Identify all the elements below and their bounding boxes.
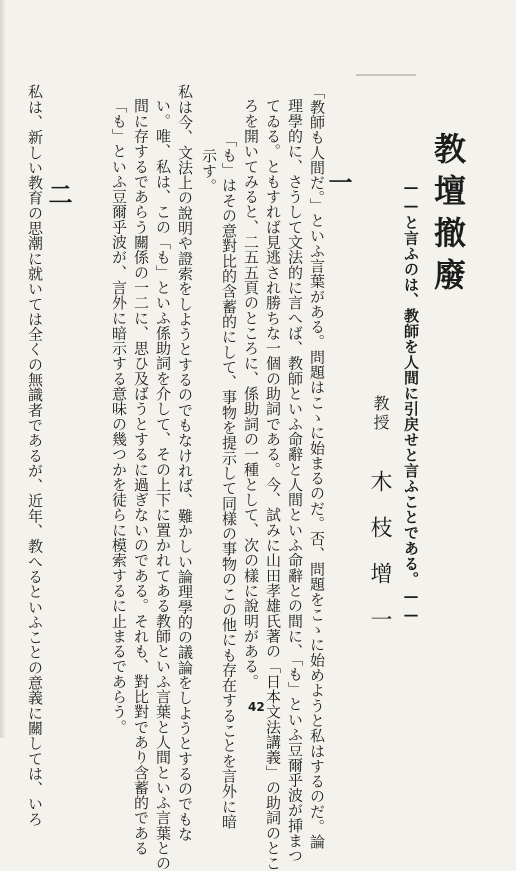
article-title: 教壇撤廢 xyxy=(429,132,467,300)
article-subtitle: ——と言ふのは、教師を人間に引戻せと言ふことである。—— xyxy=(402,178,420,624)
body-column: 「も」といふ豆爾乎波が、言外に暗示する意味の幾つかを徒らに模索するに止まるであらう。 xyxy=(110,98,128,735)
body-column: 理學的に、さうして文法的に言へば、教師といふ命辭と人間といふ命辭との間に、「も」といふ豆爾乎波が挿まつ xyxy=(286,98,304,864)
body-column: い。唯、私は、この「も」といふ係助詞を介して、その上下に置かれてある教師といふ言葉と人間といふ言葉との xyxy=(154,98,172,871)
print-fleck xyxy=(356,74,416,76)
body-column: 間に存するであらう關係の一二に、思ひ及ばうとするに過ぎないのである。それも、對比對であり含蓄的である xyxy=(132,98,150,856)
section-numeral-1: 一 xyxy=(324,170,353,194)
author-label: 教授 xyxy=(371,395,390,433)
section-numeral-2: 二 xyxy=(44,182,73,206)
author-name: 木枝增一 xyxy=(367,470,392,654)
quote-column: 「も」はその意對比的含蓄的にして、事物を提示して同樣の事物のこの他にも存在することを言外に暗 xyxy=(220,132,238,829)
quote-column: 示す。 xyxy=(200,148,218,194)
page-number: 42 xyxy=(248,700,265,714)
body-column: 私は今、文法上の說明や證索をしようとするのでもなければ、難かしい論理學的の議論をしようとするのでもな xyxy=(176,84,194,842)
body-column: 私は、新しい教育の思潮に就いては全くの無識者であるが、近年、教へるといふことの意義に關しては、いろ xyxy=(26,84,44,827)
page-edge-shadow xyxy=(0,0,6,738)
body-column: 「教師も人間だ。」といふ言葉がある。問題はこゝに始まるのだ。否、問題をこゝに始めようと私はするのだ。論 xyxy=(308,84,326,850)
body-column: てゐる。ともすれば見逃され勝ちな一個の助詞である。今、試みに山田孝雄氏著の「日本文法講義」の助詞のとこ xyxy=(264,98,282,871)
body-column: ろを開いてみると、二五五頁のところに、係助詞の一種として、次の樣に說明がある。 xyxy=(242,98,260,689)
